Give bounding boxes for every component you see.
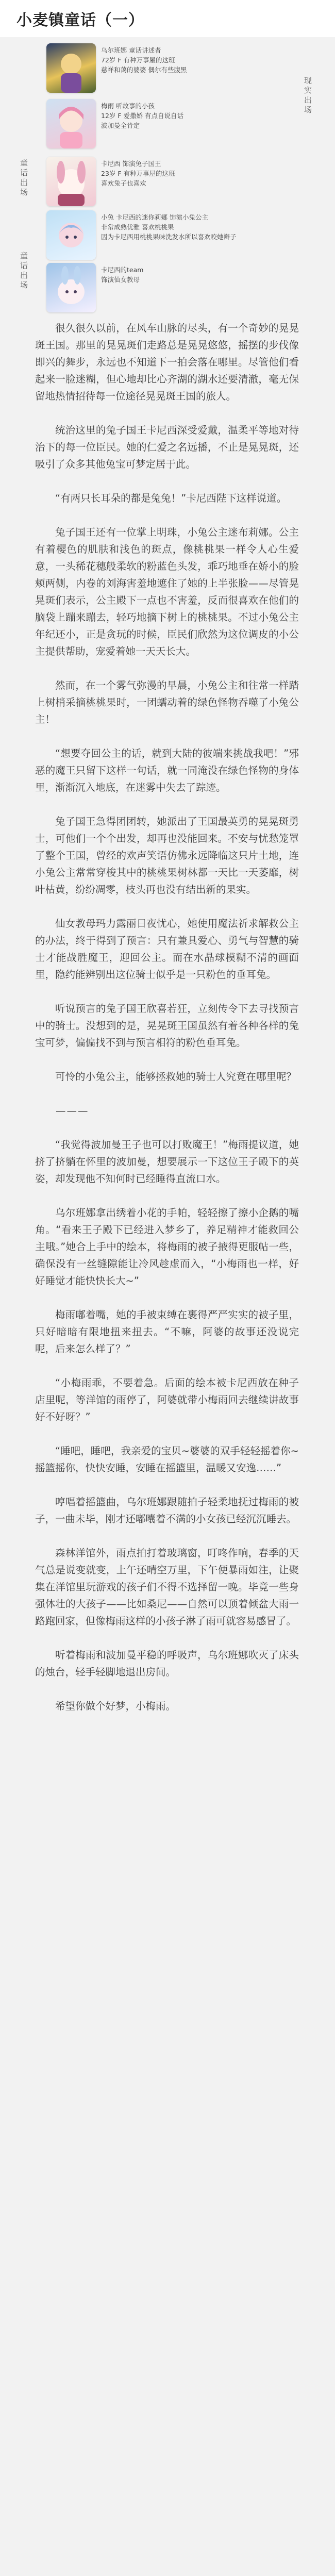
paragraph: 哼唱着摇篮曲，乌尔班娜跟随拍子轻柔地抚过梅雨的被子，一曲未毕，刚才还嘟囔着不满的小女孩已经沉沉睡去。 (35, 1496, 299, 1525)
paragraph: “有两只长耳朵的都是兔兔！”卡尼西陛下这样说道。 (55, 492, 287, 504)
card-line: 23岁 F 有种万事屋的这班 (101, 170, 175, 177)
avatar-kanixi (46, 157, 96, 206)
paragraph: “我觉得波加曼王子也可以打败魔王！”梅雨提议道，她挤了挤躺在怀里的波加曼，想要展示一下这位王子殿下的英姿，却发现他不知何时已经睡得直流口水。 (35, 1139, 299, 1185)
card-line: 小兔 卡尼西的迷你莉娜 饰演小兔公主 (101, 213, 208, 221)
paragraph: 兔子国王急得团团转，她派出了王国最英勇的晃晃斑勇士，可他们一个个出发，却再也没能回来。不安与忧愁笼罩了整个王国，曾经的欢声笑语仿佛永远降临这只片土地，连小兔公主常常穿梭其中的桃桃果树林都一天比一天萎靡，树叶枯黄，纷纷凋零，枝头再也没有结出新的果实。 (35, 816, 299, 895)
card-line: 慈祥和蔼的婆婆 偶尔有些腹黑 (101, 66, 187, 74)
paragraph: “小梅雨乖，不要着急。后面的绘本被卡尼西放在种子店里呢，等洋馆的雨停了，阿婆就带小梅雨回去继续讲故事好不好呀？” (35, 1377, 299, 1423)
avatar-meiyu (46, 99, 96, 148)
character-portrait-icon (46, 99, 96, 148)
paragraph: 仙女教母玛力露丽日夜忧心，她使用魔法祈求解救公主的办法，终于得到了预言：只有兼具爱心、勇气与智慧的骑士才能战胜魔王，迎回公主。而在水晶球模糊不清的画面里，隐约能辨别出这位骑士似乎是一只粉色的垂耳兔。 (35, 918, 299, 980)
character-card-urbana (46, 43, 187, 93)
cast-label-tale-2: 童话出场 (19, 252, 28, 291)
card-text-meiyu (101, 99, 183, 130)
card-text-godmother (101, 263, 143, 285)
cast-label-tale: 童话出场 (19, 159, 28, 198)
character-card-godmother (46, 263, 143, 312)
paragraph: 很久很久以前，在风车山脉的尽头，有一个奇妙的晃晃斑王国。那里的晃晃斑们走路总是晃晃悠悠，摇摆的步伐像即兴的舞步，永远也不知道下一拍会落在哪里。尽管他们看起来一脸迷糊，但心地却比心齐湖的湖水还要清澈，毫无保留地热情招待每一位途径晃晃斑王国的旅人。 (35, 322, 299, 402)
avatar-godmother (46, 263, 96, 312)
card-line: 饰演仙女教母 (101, 276, 140, 284)
paragraph: 听着梅雨和波加曼平稳的呼吸声，乌尔班娜吹灭了床头的烛台，轻手轻脚地退出房间。 (35, 1649, 299, 1678)
card-line: 卡尼西 饰演兔子国王 (101, 160, 161, 168)
section-divider: ——— (56, 1105, 89, 1117)
page-title: 小麦镇童话（一） (16, 11, 144, 29)
paragraph: 兔子国王还有一位掌上明珠，小兔公主迷布莉娜。公主有着樱色的肌肤和浅色的斑点，像桃桃果一样令人心生爱意，一头稀花穗般柔软的粉蓝色头发，乖巧地垂在娇小的脸颊两侧，内卷的刘海害羞地遮住了她的上半张脸——尽管晃晃斑们表示，公主殿下一点也不害羞，反而很喜欢在他们的脑袋上蹦来蹦去，轻巧地摘下树上的桃桃果。不过小兔公主年纪还小，正是贪玩的时候，臣民们欣然为这位调皮的小公主提供帮助，宠爱着她一天天长大。 (35, 526, 299, 657)
card-line: 卡尼西的team (101, 266, 144, 274)
character-portrait-icon (46, 210, 96, 260)
top-bar (0, 0, 335, 37)
paragraph: 听说预言的兔子国王欣喜若狂，立刻传令下去寻找预言中的骑士。没想到的是，晃晃斑王国虽然有着各种各样的兔宝可梦，偏偏找不到与预言相符的粉色垂耳兔。 (35, 1003, 299, 1049)
card-line: 波加曼全肯定 (101, 122, 140, 129)
card-line: 梅雨 听故事的小孩 (101, 102, 155, 110)
card-line: 非常成熟优雅 喜欢桃桃果 (101, 223, 174, 231)
paragraph: 然而，在一个雾气弥漫的早晨，小兔公主和往常一样踏上树梢采摘桃桃果时，一团蠕动着的绿色怪物吞噬了小兔公主！ (35, 679, 299, 725)
card-text-xiaotu (101, 210, 237, 242)
story-body (35, 320, 299, 1732)
paragraph: “想要夺回公主的话，就到大陆的彼端来挑战我吧！”邪恶的魔王只留下这样一句话，就一同淹没在绿色怪物的身体里，渐渐沉入地底，在迷雾中失去了踪迹。 (35, 747, 299, 793)
paragraph: 乌尔班娜拿出绣着小花的手帕，轻轻擦了擦小企鹅的嘴角。“看来王子殿下已经进入梦乡了，养足精神才能救回公主哦。”她合上手中的绘本，将梅雨的被子掖得更服帖一些，确保没有一丝缝隙能让冷风趁虚而入，“小梅雨也一样，好好睡觉才能快快长大~” (35, 1207, 299, 1287)
character-portrait-icon (46, 157, 96, 206)
card-line: 72岁 F 有种万事屋的这班 (101, 56, 175, 64)
card-line: 因为卡尼西用桃桃果味洗发水所以喜欢咬她辫子 (101, 233, 237, 241)
character-portrait-icon (46, 43, 96, 93)
character-cards (0, 40, 335, 313)
character-card-meiyu (46, 99, 183, 148)
avatar-xiaotu (46, 210, 96, 260)
paragraph: “睡吧，睡吧，我亲爱的宝贝~婆婆的双手轻轻摇着你~摇篮摇你，快快安睡，安睡在摇篮里，温暖又安逸……” (35, 1445, 299, 1474)
paragraph: 森林洋馆外，雨点拍打着玻璃窗，叮咚作响，春季的天气总是说变就变，上午还晴空万里，下午便暴雨如注，让聚集在洋馆里玩游戏的孩子们不得不选择留一晚。毕竟一些身强体壮的大孩子——比如桑尼——自然可以顶着倾盆大雨一路跑回家，但像梅雨这样的小孩子淋了雨可就容易感冒了。 (35, 1547, 299, 1627)
character-card-kanixi (46, 157, 175, 206)
character-card-xiaotu (46, 210, 237, 260)
paragraph: 希望你做个好梦，小梅雨。 (55, 1700, 176, 1712)
paragraph: 统治这里的兔子国王卡尼西深受爱戴，温柔平等地对待治下的每一位臣民。她的仁爱之名远播，不止是晃晃斑，还吸引了众多其他兔宝可梦定居于此。 (35, 424, 299, 470)
cast-label-real: 现实出场 (303, 76, 312, 115)
card-line: 乌尔班娜 童话讲述者 (101, 46, 161, 54)
paragraph: 梅雨嘟着嘴，她的手被束缚在裹得严严实实的被子里，只好暗暗有限地扭来扭去。“不嘛，阿婆的故事还没说完呢，后来怎么样了？” (35, 1309, 299, 1355)
avatar-urbana (46, 43, 96, 93)
card-line: 喜欢兔子也喜欢 (101, 179, 146, 187)
card-line: 12岁 F 爱撒娇 有点自说自话 (101, 112, 184, 120)
card-text-urbana (101, 43, 187, 75)
card-text-kanixi (101, 157, 175, 188)
paragraph: 可怜的小兔公主，能够拯救她的骑士人究竟在哪里呢？ (55, 1071, 297, 1083)
character-portrait-icon (46, 263, 96, 312)
